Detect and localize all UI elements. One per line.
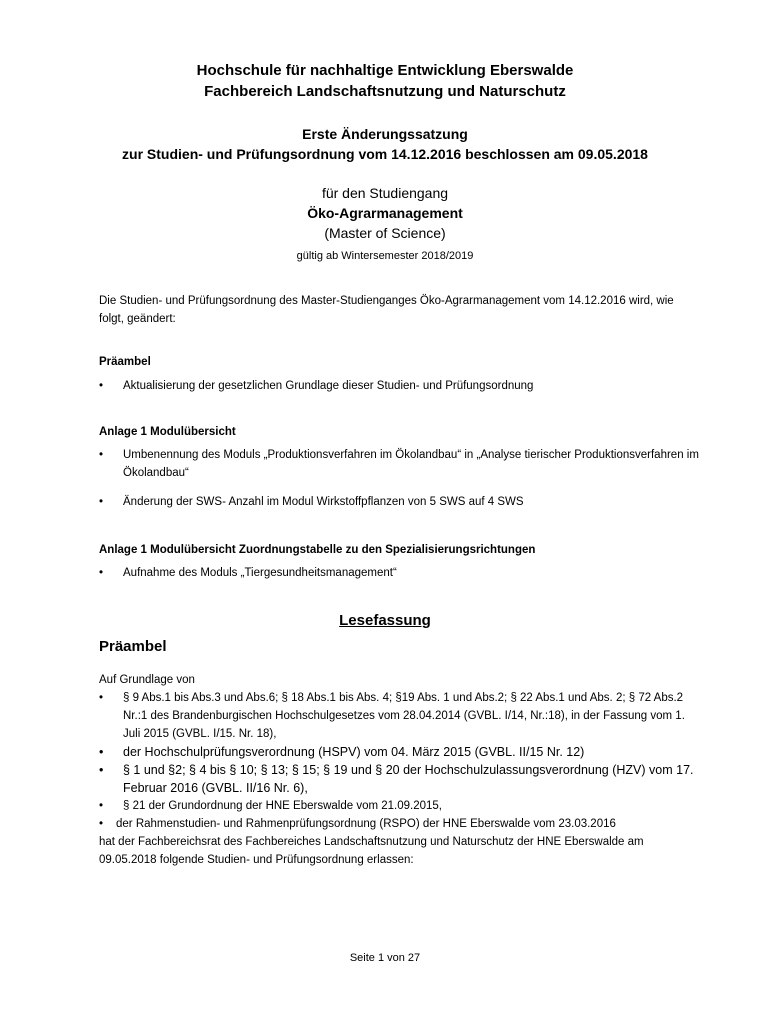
bullet-icon: • bbox=[99, 692, 104, 704]
legal-basis-intro: Auf Grundlage von bbox=[99, 674, 195, 686]
validity-note: gültig ab Wintersemester 2018/2019 bbox=[296, 250, 474, 262]
bullet-icon: • bbox=[99, 818, 104, 830]
legal-basis-item: • der Rahmenstudien- und Rahmenprüfungsordnung (RSPO) der HNE Eberswalde vom 23.03.2016 bbox=[99, 815, 699, 833]
list-item: • Aufnahme des Moduls „Tiergesundheitsmanagement“ bbox=[99, 564, 699, 582]
department-title: Fachbereich Landschaftsnutzung und Naturschutz bbox=[204, 83, 566, 100]
program-degree: (Master of Science) bbox=[324, 225, 446, 241]
intro-paragraph: Die Studien- und Prüfungsordnung des Master-Studienganges Öko-Agrarmanagement vom 14.12.2016 wird, wie folgt, geändert: bbox=[99, 295, 674, 325]
legal-basis-item: • der Hochschulprüfungsverordnung (HSPV) vom 04. März 2015 (GVBL. II/15 Nr. 12) bbox=[99, 745, 585, 759]
list-item: • Änderung der SWS- Anzahl im Modul Wirkstoffpflanzen von 5 SWS auf 4 SWS bbox=[99, 493, 699, 511]
program-name: Öko-Agrarmanagement bbox=[307, 205, 463, 221]
preamble-section-title: Präambel bbox=[99, 638, 167, 655]
change-list-preamble bbox=[99, 377, 699, 395]
change-list-annex1-mapping bbox=[99, 564, 699, 582]
change-list-annex1 bbox=[99, 446, 699, 511]
bullet-icon: • bbox=[99, 763, 104, 777]
legal-basis-item: • § 21 der Grundordnung der HNE Eberswalde vom 21.09.2015, bbox=[99, 797, 699, 815]
change-heading-preamble: Präambel bbox=[99, 356, 151, 368]
change-heading-annex1-mapping: Anlage 1 Modulübersicht Zuordnungstabelle zu den Spezialisierungsrichtungen bbox=[99, 544, 536, 556]
legal-basis-closing: hat der Fachbereichsrat des Fachbereiches Landschaftsnutzung und Naturschutz der HNE Eberswalde am 09.05.2018 folgende Studien- und Prüfungsordnung erlassen: bbox=[99, 836, 644, 866]
bullet-icon: • bbox=[99, 745, 104, 759]
document-title: Erste Änderungssatzung bbox=[302, 126, 468, 142]
change-heading-annex1: Anlage 1 Modulübersicht bbox=[99, 426, 236, 438]
page-footer: Seite 1 von 27 bbox=[349, 952, 421, 964]
legal-basis-block bbox=[99, 671, 699, 869]
institution-title: Hochschule für nachhaltige Entwicklung Eberswalde bbox=[196, 62, 574, 79]
list-item: • Umbenennung des Moduls „Produktionsverfahren im Ökolandbau“ in „Analyse tierischer Produktionsverfahren im Ökolandbau“ bbox=[99, 446, 699, 482]
program-for-label: für den Studiengang bbox=[321, 185, 449, 201]
legal-basis-item: • § 1 und §2; § 4 bis § 10; § 13; § 15; § 19 und § 20 der Hochschulzulassungsverordnung (HZV) vom 17. Februar 2016 (GVBL. II/16 Nr. 6), bbox=[99, 763, 694, 795]
bullet-icon: • bbox=[99, 800, 104, 812]
list-item: • Aktualisierung der gesetzlichen Grundlage dieser Studien- und Prüfungsordnung bbox=[99, 377, 699, 395]
legal-basis-item: • § 9 Abs.1 bis Abs.3 und Abs.6; § 18 Abs.1 bis Abs. 4; §19 Abs. 1 und Abs.2; § 22 Abs.1 und Abs. 2; § 72 Abs.2 Nr.:1 des Brandenburgischen Hochschulgesetzes vom 28.04.2014 (GVBL. I/14, Nr.:18), in der Fassung vom 1. Juli 2015 (GVBL. I/15. Nr. 18), bbox=[99, 689, 699, 743]
reading-version-title: Lesefassung bbox=[339, 612, 431, 629]
document-subtitle: zur Studien- und Prüfungsordnung vom 14.12.2016 beschlossen am 09.05.2018 bbox=[122, 146, 648, 162]
